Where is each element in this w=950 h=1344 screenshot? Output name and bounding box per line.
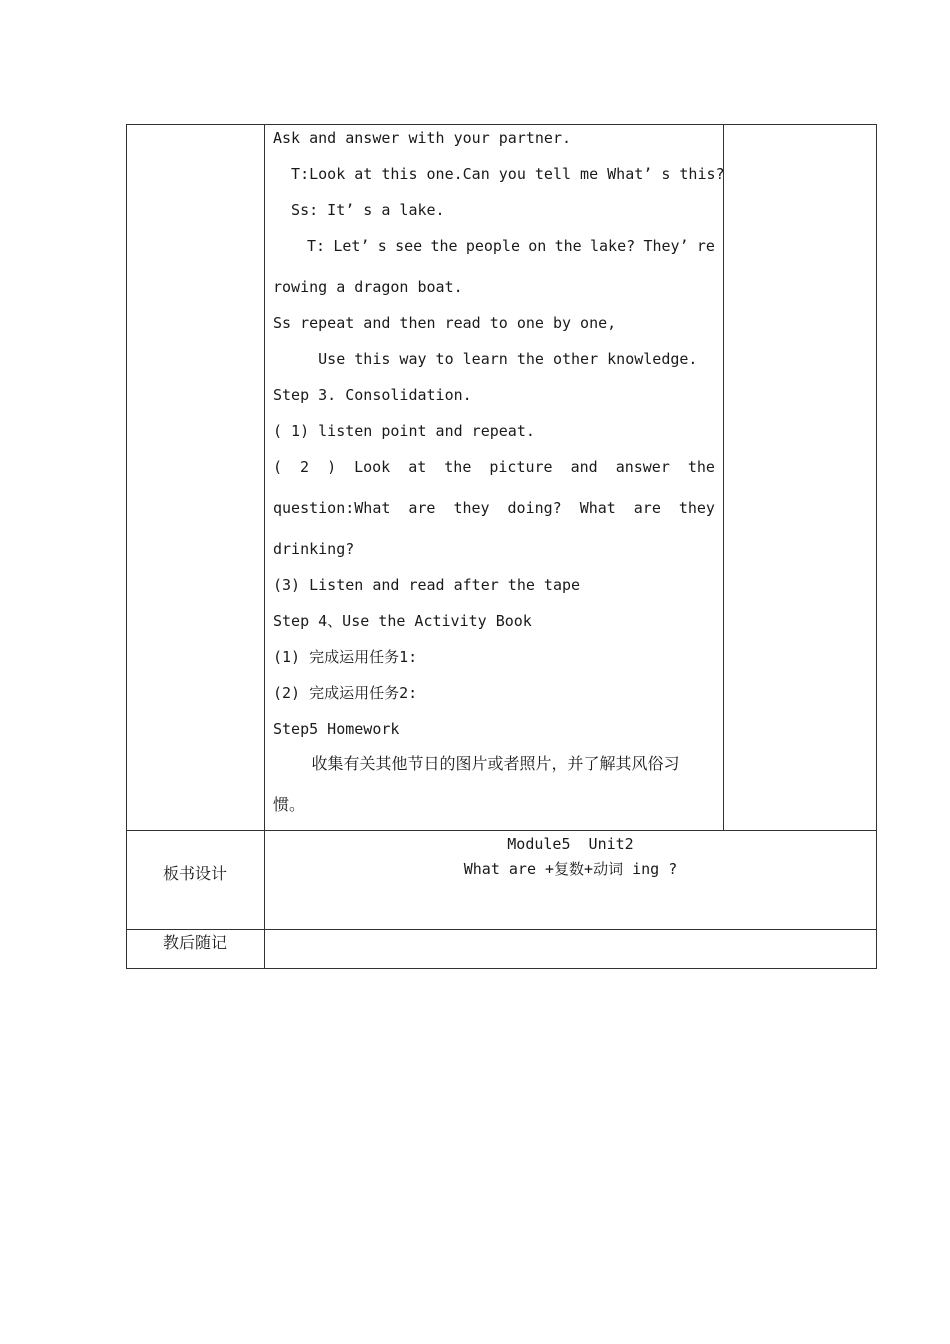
board-design-label: 板书设计 [163,864,228,883]
table-border-left [126,124,127,969]
word: What [579,499,616,517]
justified-line-2 [273,458,715,476]
word: people [465,237,520,255]
text-line: Ss repeat and then read to one by one, [273,314,617,332]
word: They’ [643,237,689,255]
text-line: Ask and answer with your partner. [273,129,572,147]
word: question:What [273,499,391,517]
text-line: Use this way to learn the other knowledge. [273,350,698,368]
word: on [528,237,547,255]
table-border-top [126,124,877,125]
board-design-line-1: Module5 Unit2 [507,835,634,853]
text-line: Ss: It’ s a lake. [273,201,445,219]
word: Look [354,458,391,476]
word: picture [489,458,553,476]
board-design-line-2: What are +复数+动词 ing ? [463,860,678,878]
table-border-right [876,124,877,969]
table-col-divider-2 [723,124,724,830]
word: the [444,458,472,476]
text-line: (2) 完成运用任务2: [273,684,418,702]
justified-line-3 [273,499,715,517]
post-lesson-notes-label: 教后随记 [163,933,228,952]
step-heading: Step5 Homework [273,720,400,738]
word: the [554,237,582,255]
text-line: ( 1) listen point and repeat. [273,422,535,440]
word: 2 [300,458,310,476]
word: they [453,499,490,517]
justified-line-1 [273,237,715,255]
text-line: rowing a dragon boat. [273,278,463,296]
word: ) [327,458,337,476]
word: they [678,499,715,517]
text-line: (1) 完成运用任务1: [273,648,418,666]
word: the [430,237,458,255]
step-heading: Step 3. Consolidation. [273,386,472,404]
text-line: T:Look at this one.Can you tell me What’ s this? [273,165,725,183]
text-line: (3) Listen and read after the tape [273,576,581,594]
word: ( [273,458,283,476]
word: at [408,458,427,476]
word: and [570,458,598,476]
word: lake? [590,237,636,255]
word: re [696,237,715,255]
text-line: drinking? [273,540,355,558]
table-border-bottom [126,968,877,969]
word: Let’ [333,237,370,255]
word: answer [615,458,670,476]
text-line: 收集有关其他节日的图片或者照片，并了解其风俗习 [273,754,680,773]
word: s [377,237,387,255]
word: the [687,458,715,476]
word: are [633,499,661,517]
word: doing? [507,499,562,517]
table-row-divider-1 [126,830,877,831]
word: see [395,237,423,255]
word: are [408,499,436,517]
step-heading: Step 4、Use the Activity Book [273,612,532,630]
word: T: [307,237,326,255]
text-line: 惯。 [273,795,306,814]
table-row-divider-2 [126,929,877,930]
